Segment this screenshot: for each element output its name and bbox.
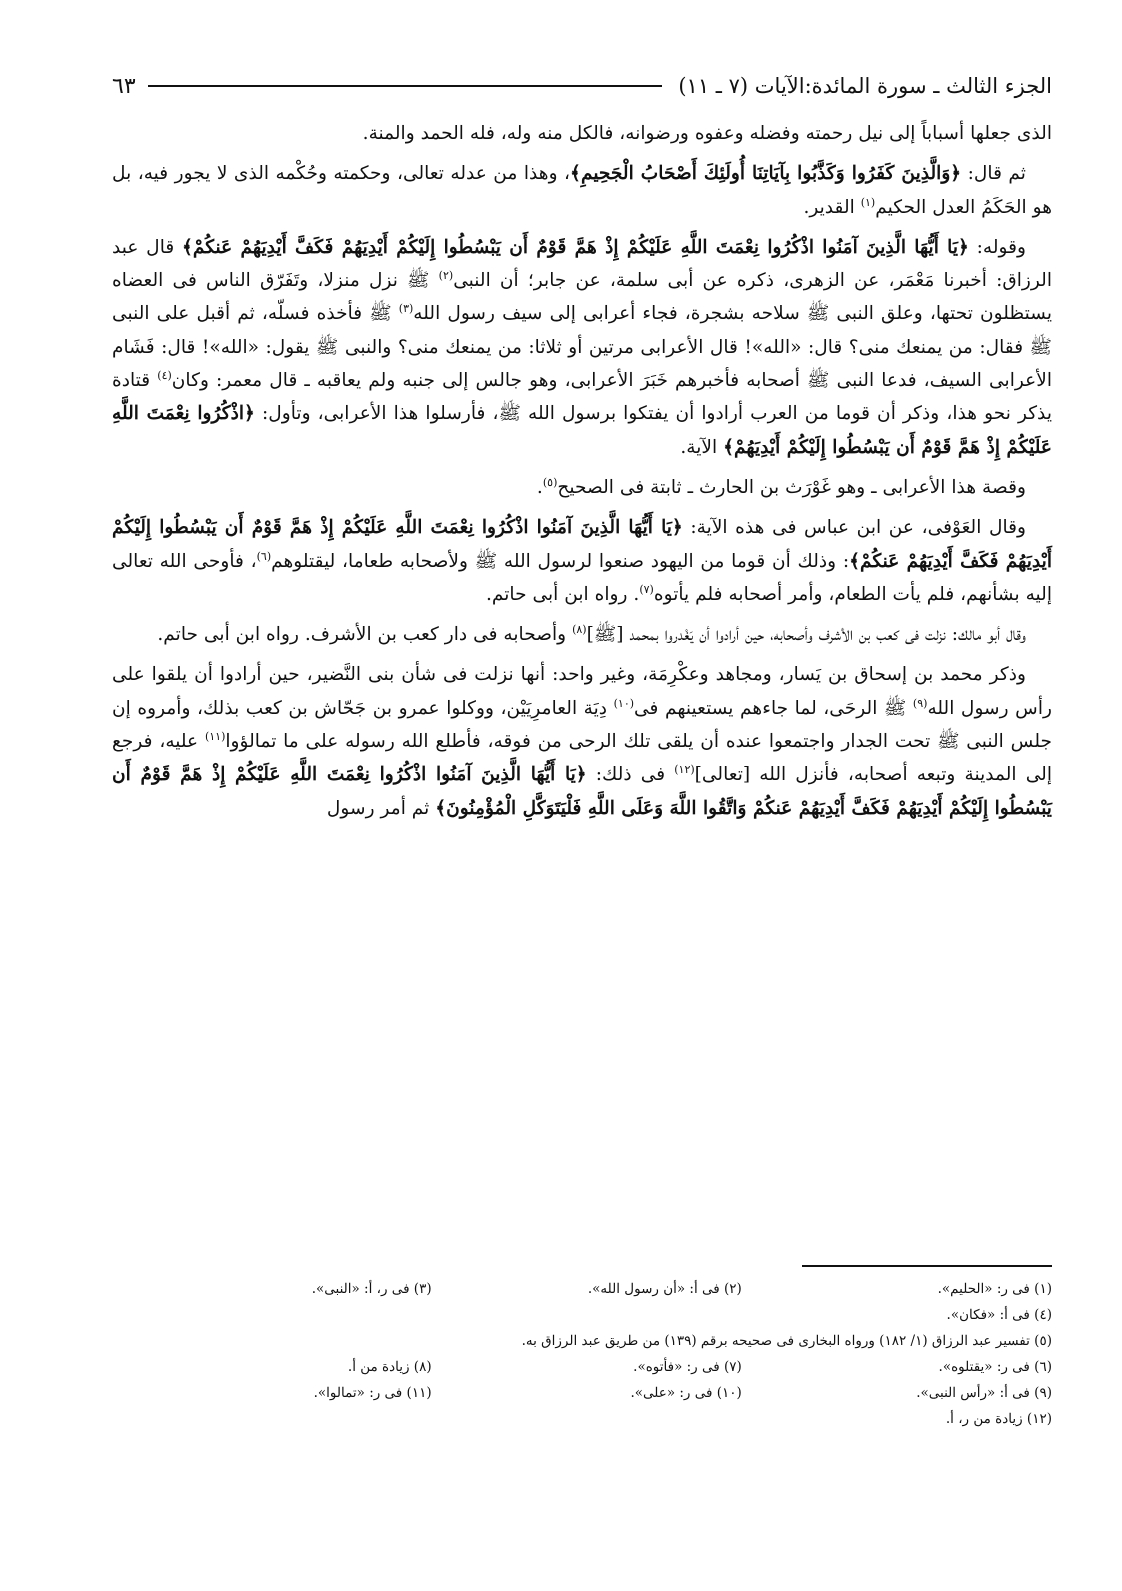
footnote-marker: (١٢) xyxy=(674,763,695,777)
footnote: (٨) زيادة من أ. xyxy=(347,1359,432,1375)
header-rule xyxy=(148,85,663,87)
footnote: (٩) فى أ: «رأس النبى». xyxy=(916,1385,1052,1401)
footnote-marker: (٨) xyxy=(572,622,587,636)
page-number: ٦٣ xyxy=(112,73,136,99)
quran-verse: ﴿يَا أَيُّهَا الَّذِينَ آمَنُوا اذْكُرُوا نِعْمَتَ اللَّهِ عَلَيْكُمْ إِذْ هَمَّ قَوْمٌ أَن يَبْسُطُوا إِلَيْكُمْ أَيْدِيَهُمْ فَكَفَّ أَيْدِيَهُمْ عَنكُمْ﴾ xyxy=(112,517,1053,572)
footnote-marker: (٧) xyxy=(639,582,654,596)
text-run: : وذلك أن قوما من اليهود صنعوا لرسول الله ﷺ ولأصحابه طعاما، ليقتلوهم xyxy=(271,550,850,572)
footnote-separator xyxy=(802,1265,1052,1267)
footnote-row xyxy=(112,1276,1052,1302)
footnote: (١٠) فى ر: «على». xyxy=(630,1385,742,1401)
footnote-row xyxy=(112,1302,1052,1328)
text-run: دِيَة العامرِيَيْن، ووكلوا عمرو بن جَحّاش بن كعب بذلك، وأمروه إن جلس النبى ﷺ تحت الجدار واجتمعوا عنده أن يلقى تلك الرحى من فوقه، فأطلع الله رسوله على ما تمالؤوا xyxy=(112,697,1052,753)
paragraph xyxy=(112,618,1052,651)
footnote-marker: (٣) xyxy=(398,302,414,316)
text-run: ، وهذا من عدله تعالى، وحكمته وحُكْمه الذى لا يجور فيه، بل هو الحَكَمُ العدل الحكيم xyxy=(112,163,1052,218)
footnote: (٣) فى ر، أ: «النبى». xyxy=(311,1281,432,1297)
running-title: الجزء الثالث ـ سورة المائدة:الآيات (٧ ـ ١١) xyxy=(678,74,1052,98)
quran-verse: ﴿اذْكُرُوا نِعْمَتَ اللَّهِ عَلَيْكُمْ إِذْ هَمَّ قَوْمٌ أَن يَبْسُطُوا إِلَيْكُمْ أَيْدِيَهُمْ﴾ xyxy=(112,403,1052,458)
text-run: القدير. xyxy=(803,196,861,218)
quran-verse: ﴿يَا أَيُّهَا الَّذِينَ آمَنُوا اذْكُرُوا نِعْمَتَ اللَّهِ عَلَيْكُمْ إِذْ هَمَّ قَوْمٌ أَن يَبْسُطُوا إِلَيْكُمْ أَيْدِيَهُمْ فَكَفَّ أَيْدِيَهُمْ عَنكُمْ﴾ xyxy=(181,236,969,258)
footnote-marker: (٥) xyxy=(542,475,558,489)
paragraph xyxy=(112,511,1052,611)
footnote-row xyxy=(112,1406,1052,1432)
text-run: ثم أمر رسول xyxy=(326,797,436,819)
footnote-row xyxy=(112,1328,1052,1354)
footnote-row xyxy=(112,1380,1052,1406)
footnote: (٢) فى أ: «أن رسول الله». xyxy=(587,1281,742,1297)
text-run: الآية. xyxy=(680,436,724,458)
footnote-marker: (١) xyxy=(860,195,876,209)
text-run: وذكر محمد بن إسحاق بن يَسار، ومجاهد وعكْرِمَة، وغير واحد: أنها نزلت فى شأن بنى النَّضير، حين أرادوا أن يلقوا على رأس رسول الله xyxy=(112,664,1052,719)
footnote-marker: (١٠) xyxy=(613,696,635,710)
text-run: وأصحابه فى دار كعب بن الأشرف. رواه ابن أبى حاتم. xyxy=(157,624,573,646)
footnote: (١١) فى ر: «تمالوا». xyxy=(313,1385,432,1401)
footnote-marker: (٢) xyxy=(438,269,454,282)
paragraph xyxy=(112,658,1052,824)
paragraph xyxy=(112,471,1052,504)
text-run: . xyxy=(536,476,543,498)
footnote: (٥) تفسير عبد الرزاق (١/ ١٨٢) ورواه البخارى فى صحيحه برقم (١٣٩) من طريق عبد الرزاق به. xyxy=(521,1333,1052,1349)
paragraph xyxy=(112,231,1052,464)
footnote: (١) فى ر: «الحليم». xyxy=(937,1281,1052,1297)
footnote-row xyxy=(112,1354,1052,1380)
text-run: ﷺ نزل منزلا، وتَفَرّق الناس فى العضاه يستظلون تحتها، وعلق النبى ﷺ سلاحه بشجرة، فجاء أعرابى إلى سيف رسول الله xyxy=(112,270,1052,325)
footnotes xyxy=(112,1276,1052,1432)
text-run: ﷺ الرحَى، لما جاءهم يستعينهم فى xyxy=(634,697,913,719)
footnote-marker: (١١) xyxy=(204,729,226,743)
text-run: ، فأوحى الله تعالى إليه بشأنهم، فلم يأت الطعام، وأمر أصحابه فلم يأتوه xyxy=(112,550,1052,605)
footnote: (٦) فى ر: «يقتلوه». xyxy=(938,1359,1052,1375)
footnote: (١٢) زيادة من ر، أ. xyxy=(945,1411,1052,1427)
text-run: فى ذلك: xyxy=(586,764,675,786)
footnote: (٤) فى أ: «فكان». xyxy=(946,1307,1052,1323)
footnote-marker: (٦) xyxy=(256,549,272,563)
text-run: قال عبد الرزاق: أخبرنا مَعْمَر، عن الزهرى، ذكره عن أبى سلمة، عن جابر؛ أن النبى xyxy=(112,236,1052,292)
text-run: . رواه ابن أبى حاتم. xyxy=(485,583,640,605)
quran-verse: ﴿وَالَّذِينَ كَفَرُوا وَكَذَّبُوا بِآيَاتِنَا أُولَئِكَ أَصْحَابُ الْجَحِيمِ﴾ xyxy=(570,163,962,185)
text-run: وقصة هذا الأعرابى ـ وهو غَوْرَث بن الحارث ـ ثابتة فى الصحيح xyxy=(557,476,1026,498)
footnote-marker: (٩) xyxy=(912,696,928,710)
paragraph xyxy=(112,117,1052,150)
text-run: وقال أبو مالك: نزلت فى كعب بن الأشرف وأصحابه، حين أرادوا أن يَغْدروا بمحمد [ﷺ] xyxy=(586,624,1026,646)
page-header xyxy=(112,66,1052,106)
text-run: قتادة يذكر نحو هذا، وذكر أن قوما من العرب أرادوا أن يفتكوا برسول الله ﷺ، فأرسلوا هذا الأعرابى، وتأول: xyxy=(112,370,1052,425)
quran-verse: ﴿يَا أَيُّهَا الَّذِينَ آمَنُوا اذْكُرُوا نِعْمَتَ اللَّهِ عَلَيْكُمْ إِذْ هَمَّ قَوْمٌ أَن يَبْسُطُوا إِلَيْكُمْ أَيْدِيَهُمْ فَكَفَّ أَيْدِيَهُمْ عَنكُمْ وَاتَّقُوا اللَّهَ وَعَلَى اللَّهِ فَلْيَتَوَكَّلِ الْمُؤْمِنُونَ﴾ xyxy=(112,764,1052,819)
text-run: ﷺ فأخذه فسلّه، ثم أقبل على النبى ﷺ فقال: من يمنعك منى؟ قال: «الله»! قال الأعرابى مرتين أو ثلاثا: من يمنعك منى؟ والنبى ﷺ يقول: «الله»! قال: فَشَام الأعرابى السيف، فدعا النبى ﷺ أصحابه فأخبرهم خَبَرَ الأعرابى، وهو جالس إلى جنبه ولم يعاقبه ـ قال معمر: وكان xyxy=(112,303,1052,392)
text-run: عليه، فرجع إلى المدينة وتبعه أصحابه، فأنزل الله [تعالى] xyxy=(112,731,1053,786)
footnote: (٧) فى ر: «فأتوه». xyxy=(633,1359,742,1375)
text-run: الذى جعلها أسباباً إلى نيل رحمته وفضله وعفوه ورضوانه، فالكل منه وله، فله الحمد والمنة. xyxy=(362,123,1052,144)
text-run: وقال العَوْفى، عن ابن عباس فى هذه الآية: xyxy=(682,517,1026,539)
paragraph xyxy=(112,157,1052,224)
text-run: ثم قال: xyxy=(961,163,1026,185)
footnote-marker: (٤) xyxy=(157,368,172,382)
text-run: وقوله: xyxy=(968,236,1026,258)
main-text xyxy=(112,117,1052,832)
